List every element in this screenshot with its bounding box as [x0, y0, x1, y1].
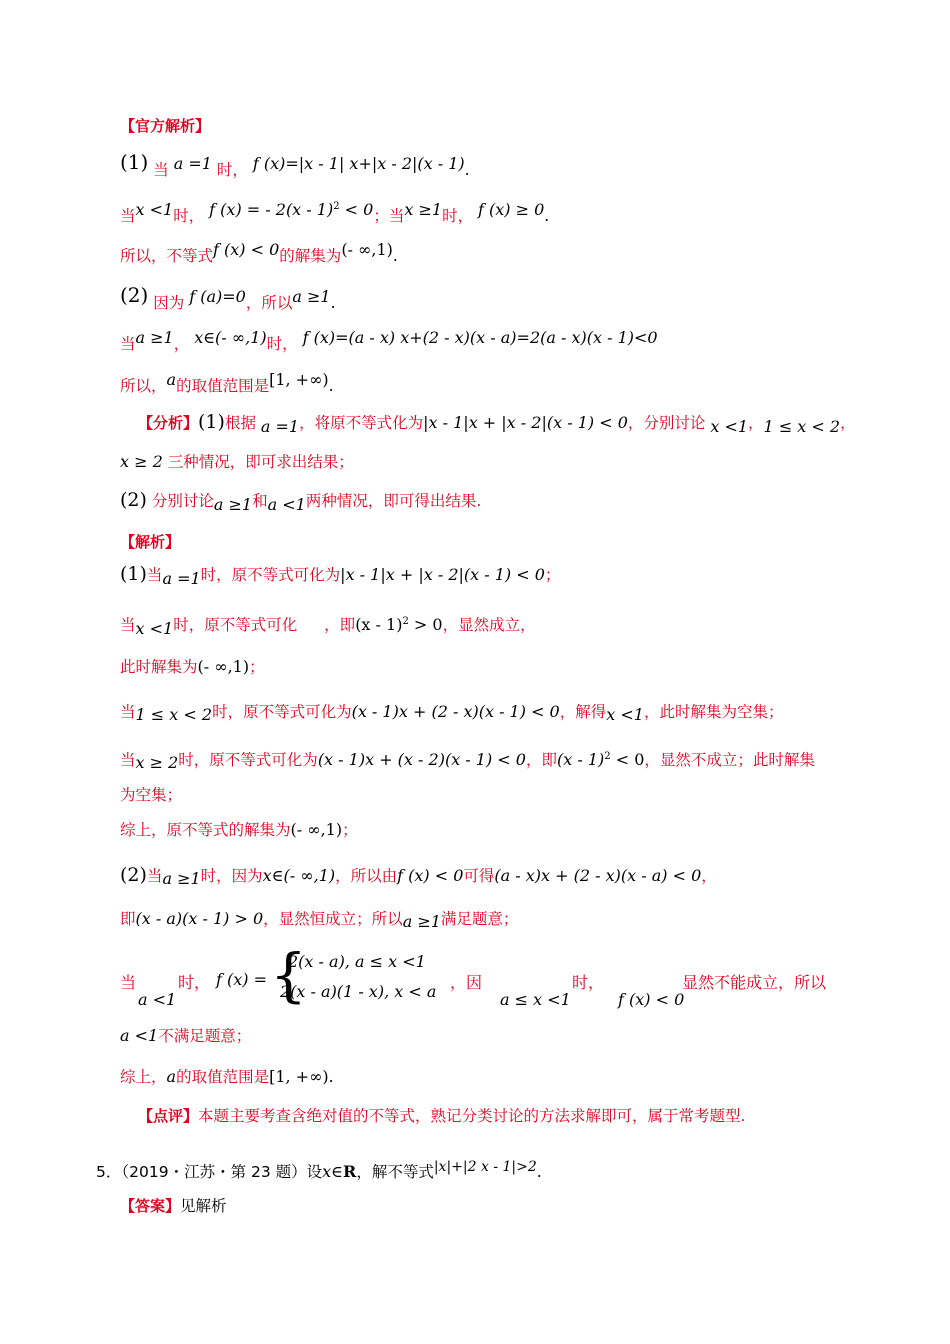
analysis-line-1: 【分析】(1)根据 a =1，将原不等式化为|x - 1|x + |x - 2|(x - 1) < 0，分别讨论 x <1，1 ≤ x < 2， — [138, 411, 856, 436]
official-line-6: 所以，a的取值范围是[1, +∞). — [120, 370, 334, 395]
solution-line-2: 当x <1时，原不等式可化 ，即(x - 1)$^2$ > 0，显然成立， — [120, 615, 536, 639]
analysis-line-3: (2) 分别讨论a ≥1和a <1两种情况，即可得出结果. — [120, 489, 482, 514]
solution-line-7: 综上，原不等式的解集为(- ∞,1)； — [120, 820, 358, 839]
solution-line-10: 当 a <1 时， f (x) = { 2(x - a), a ≤ x <1 2(x - a)(1 - x), x < a ，因 a ≤ x <1 时， f (x) < 0 显然不能成立，所以 — [120, 941, 827, 1009]
solution-line-11: a <1不满足题意； — [120, 1026, 252, 1045]
piecewise-brace: { — [270, 941, 307, 1009]
analysis-line-2: x ≥ 2 三种情况，即可求出结果； — [120, 452, 354, 471]
answer-line: 【答案】见解析 — [120, 1197, 227, 1215]
solution-line-3: 此时解集为(- ∞,1)； — [120, 657, 265, 676]
question-5: 5．（2019・江苏・第 23 题）设x∈R，解不等式|x|+|2 x - 1|>2. — [96, 1159, 542, 1181]
solution-line-12: 综上，a的取值范围是[1, +∞). — [120, 1067, 334, 1086]
comment-line: 【点评】本题主要考查含绝对值的不等式，熟记分类讨论的方法求解即可，属于常考题型. — [138, 1107, 746, 1125]
solution-line-8: (2)当a ≥1时，因为x∈(- ∞,1)，所以由f (x) < 0可得(a - x)x + (2 - x)(x - a) < 0， — [120, 864, 717, 888]
official-line-5: 当a ≥1， x∈(- ∞,1)时， f (x)=(a - x) x+(2 - x)(x - a)=2(a - x)(x - 1)<0 — [120, 328, 658, 353]
official-line-1: (1) 当 a =1 时， f (x)=|x - 1| x+|x - 2|(x - 1). — [120, 150, 470, 179]
solution-line-1: (1)当a =1时，原不等式可化为|x - 1|x + |x - 2|(x - 1) < 0； — [120, 563, 561, 588]
solution-line-4: 当1 ≤ x < 2时，原不等式可化为(x - 1)x + (2 - x)(x - 1) < 0，解得x <1，此时解集为空集； — [120, 702, 784, 724]
solution-line-5: 当x ≥ 2时，原不等式可化为(x - 1)x + (x - 2)(x - 1) < 0，即(x - 1)$^2$ < 0，显然不成立；此时解集 — [120, 750, 815, 773]
solution-line-9: 即(x - a)(x - 1) > 0，显然恒成立；所以a ≥1满足题意； — [120, 909, 519, 931]
solution-heading: 【解析】 — [120, 533, 181, 551]
official-line-3: 所以，不等式f (x) < 0的解集为(- ∞,1). — [120, 240, 398, 265]
official-line-4: (2) 因为 f (a)=0，所以a ≥1. — [120, 283, 336, 312]
official-line-2: 当x <1时， f (x) = - 2(x - 1)$^2$ < 0；当x ≥1时， f (x) ≥ 0. — [120, 200, 550, 226]
official-heading: 【官方解析】 — [120, 117, 211, 135]
solution-line-6: 为空集； — [120, 786, 183, 804]
